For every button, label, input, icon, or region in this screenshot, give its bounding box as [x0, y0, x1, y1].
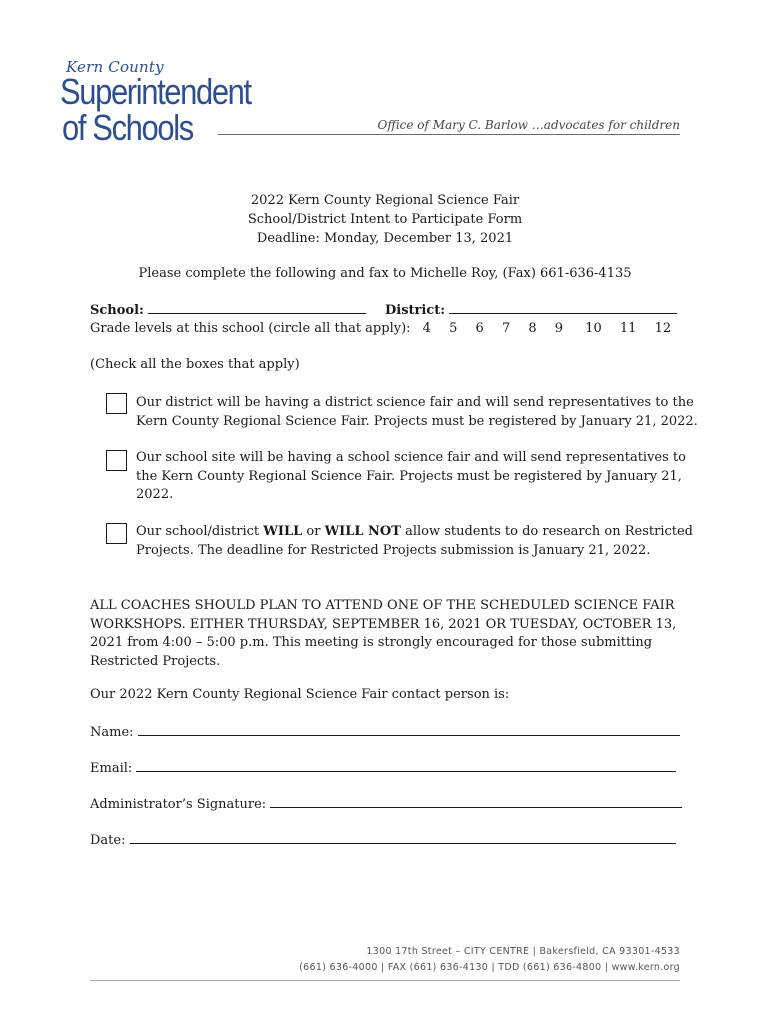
- grade-option[interactable]: 4: [422, 321, 431, 336]
- footer-phones: (661) 636-4000 | FAX (661) 636-4130 | TDD (661) 636-4800 | www.kern.org: [299, 962, 680, 973]
- form-title: 2022 Kern County Regional Science Fair: [250, 193, 520, 208]
- school-fair-checkbox[interactable]: [106, 450, 127, 471]
- grade-levels: [90, 321, 685, 336]
- date-input-line[interactable]: [130, 832, 676, 844]
- grade-levels-label: Grade levels at this school (circle all that apply):: [90, 321, 411, 336]
- option-text: Projects. The deadline for Restricted Projects submission is January 21, 2022.: [136, 542, 651, 558]
- grade-option[interactable]: 8: [528, 321, 537, 336]
- option-text: the Kern County Regional Science Fair. Projects must be registered by January 21,: [136, 468, 682, 484]
- will-option[interactable]: WILL: [263, 524, 303, 539]
- grade-option[interactable]: 11: [619, 321, 637, 336]
- logo-of-schools: of Schools: [62, 107, 193, 148]
- email-field: [90, 760, 676, 776]
- grade-option[interactable]: 9: [554, 321, 564, 336]
- school-label: School:: [90, 303, 144, 318]
- option-text: 2022.: [136, 487, 174, 502]
- signature-label: Administrator’s Signature:: [90, 797, 267, 812]
- option-school-fair: [136, 449, 686, 505]
- office-tagline: Office of Mary C. Barlow …advocates for children: [377, 118, 680, 132]
- footer-address: 1300 17th Street – CITY CENTRE | Bakersfield, CA 93301-4533: [366, 946, 680, 957]
- footer-divider: [90, 980, 680, 981]
- signature-field: [90, 796, 682, 812]
- email-label: Email:: [90, 761, 133, 776]
- name-field: [90, 724, 680, 740]
- email-input-line[interactable]: [136, 760, 676, 772]
- form-deadline: Deadline: Monday, December 13, 2021: [256, 231, 514, 246]
- option-restricted-projects: [136, 523, 693, 560]
- date-field: [90, 832, 676, 848]
- school-input-line[interactable]: [148, 302, 366, 314]
- fax-instructions: Please complete the following and fax to Michelle Roy, (Fax) 661-636-4135: [138, 266, 632, 281]
- district-fair-checkbox[interactable]: [106, 393, 127, 414]
- logo-kern-county: Kern County: [66, 58, 164, 76]
- restricted-projects-checkbox[interactable]: [106, 523, 127, 544]
- name-label: Name:: [90, 725, 134, 740]
- signature-input-line[interactable]: [270, 796, 682, 808]
- check-note: (Check all the boxes that apply): [90, 357, 300, 372]
- contact-intro: Our 2022 Kern County Regional Science Fair contact person is:: [90, 687, 510, 702]
- grade-option[interactable]: 12: [654, 321, 672, 336]
- grade-option[interactable]: 6: [475, 321, 484, 336]
- district-field: [385, 302, 677, 318]
- grade-option[interactable]: 10: [585, 321, 602, 336]
- school-field: [90, 302, 366, 318]
- header-divider: [218, 134, 680, 135]
- district-input-line[interactable]: [449, 302, 677, 314]
- name-input-line[interactable]: [138, 724, 680, 736]
- option-text: Our district will be having a district science fair and will send representatives to the: [136, 395, 694, 410]
- will-not-option[interactable]: WILL NOT: [324, 524, 401, 539]
- option-text: Our school site will be having a school science fair and will send representatives to: [136, 450, 686, 465]
- logo-superintendent: Superintendent: [60, 71, 251, 112]
- date-label: Date:: [90, 833, 126, 848]
- district-label: District:: [385, 303, 446, 318]
- option-text: Kern County Regional Science Fair. Projects must be registered by January 21, 2022.: [136, 413, 698, 429]
- grade-option[interactable]: 5: [449, 321, 458, 336]
- form-subtitle: School/District Intent to Participate Form: [247, 212, 523, 227]
- coaches-notice: ALL COACHES SHOULD PLAN TO ATTEND ONE OF THE SCHEDULED SCIENCE FAIR WORKSHOPS. EITHER THURSDAY, SEPTEMBER 16, 2021 OR TUESDAY, OCTOBER 13, 2021 from 4:00 – 5:00 p.m. This meeting is strongly encouraged for those submitting Restricted Projects.: [90, 598, 677, 669]
- grade-option[interactable]: 7: [501, 321, 511, 336]
- option-text: Our school/district WILL or WILL NOT allow students to do research on Restricted: [136, 524, 693, 539]
- option-district-fair: [136, 394, 698, 431]
